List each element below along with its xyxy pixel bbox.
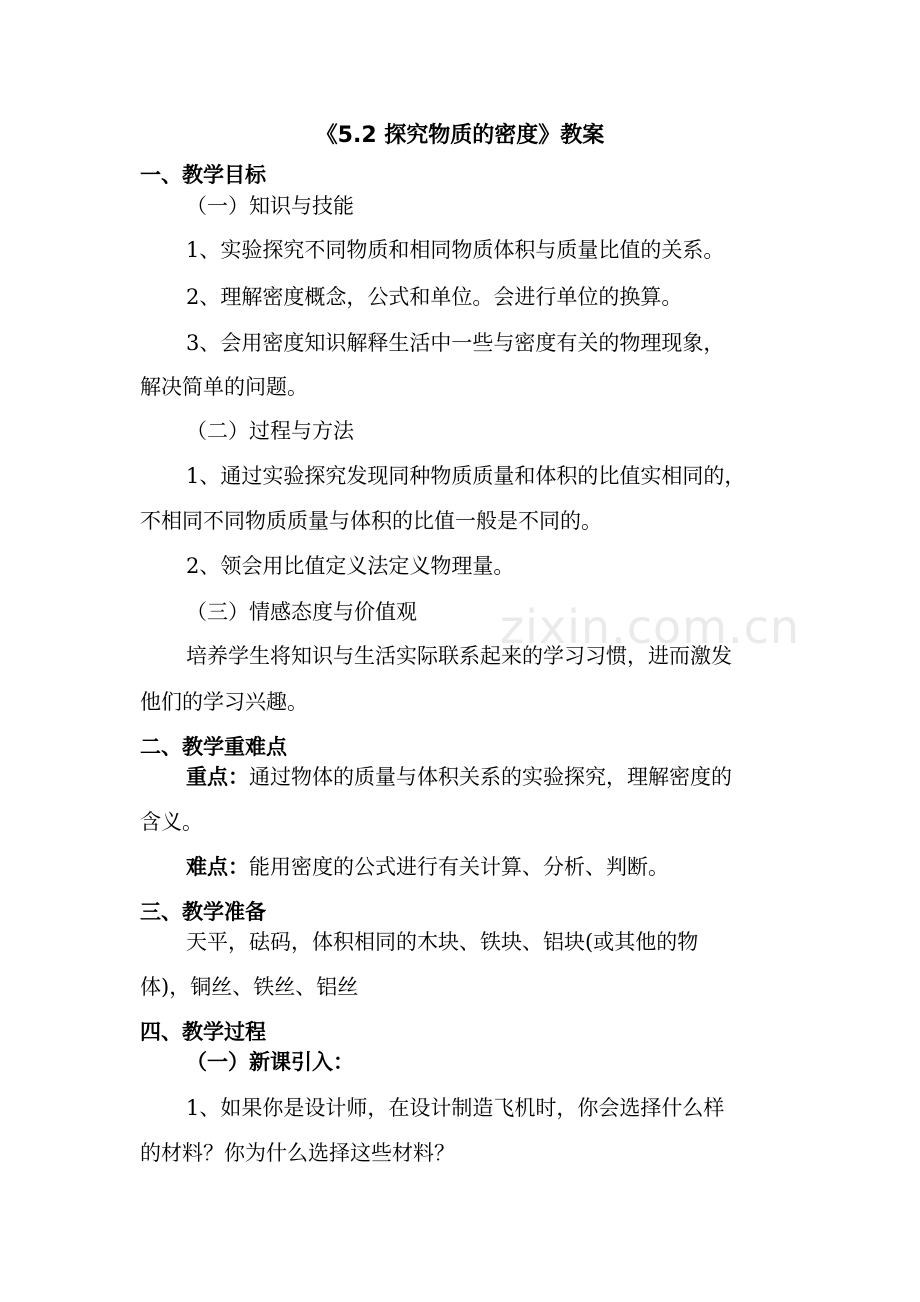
key-point-label: 重点：: [186, 765, 249, 789]
paragraph-line: 2、理解密度概念，公式和单位。会进行单位的换算。: [186, 285, 683, 309]
difficulty-text: 能用密度的公式进行有关计算、分析、判断。: [249, 855, 669, 879]
difficulty-line: [186, 852, 669, 882]
key-point-text: 通过物体的质量与体积关系的实验探究，理解密度的: [249, 765, 732, 789]
paragraph-line: 2、领会用比值定义法定义物理量。: [186, 554, 515, 578]
subheading-introduction: （一）新课引入：: [186, 1050, 354, 1074]
section-heading-key-points: 二、教学重难点: [140, 735, 287, 759]
subheading-attitudes-values: （三）情感态度与价值观: [186, 600, 417, 624]
paragraph-line: 1、如果你是设计师，在设计制造飞机时，你会选择什么样: [186, 1096, 725, 1120]
paragraph-line: 天平，砝码，体积相同的木块、铁块、铝块(或其他的物: [186, 930, 699, 954]
section-heading-goals: 一、教学目标: [140, 163, 266, 187]
section-heading-preparation: 三、教学准备: [140, 900, 266, 924]
watermark: zixin.com.cn: [500, 600, 801, 654]
paragraph-line: 1、实验探究不同物质和相同物质体积与质量比值的关系。: [186, 238, 725, 262]
paragraph-line: 培养学生将知识与生活实际联系起来的学习习惯，进而激发: [186, 644, 732, 668]
paragraph-line: 的材料？你为什么选择这些材料？: [140, 1141, 455, 1165]
paragraph-line: 1、通过实验探究发现同种物质质量和体积的比值实相同的，: [186, 464, 746, 488]
subheading-process-methods: （二）过程与方法: [186, 419, 354, 443]
subheading-knowledge-skills: （一）知识与技能: [186, 194, 354, 218]
paragraph-line: 体)，铜丝、铁丝、铝丝: [140, 975, 359, 999]
paragraph-line: 他们的学习兴趣。: [140, 690, 308, 714]
section-heading-process: 四、教学过程: [140, 1020, 266, 1044]
paragraph-line: 解决简单的问题。: [140, 375, 308, 399]
difficulty-label: 难点：: [186, 855, 249, 879]
paragraph-line: 含义。: [140, 810, 203, 834]
paragraph-line: 3、会用密度知识解释生活中一些与密度有关的物理现象，: [186, 331, 725, 355]
paragraph-line: 不相同不同物质质量与体积的比值一般是不同的。: [140, 509, 602, 533]
document-title: 《5.2 探究物质的密度》教案: [315, 123, 605, 148]
key-point-line: [186, 762, 732, 792]
